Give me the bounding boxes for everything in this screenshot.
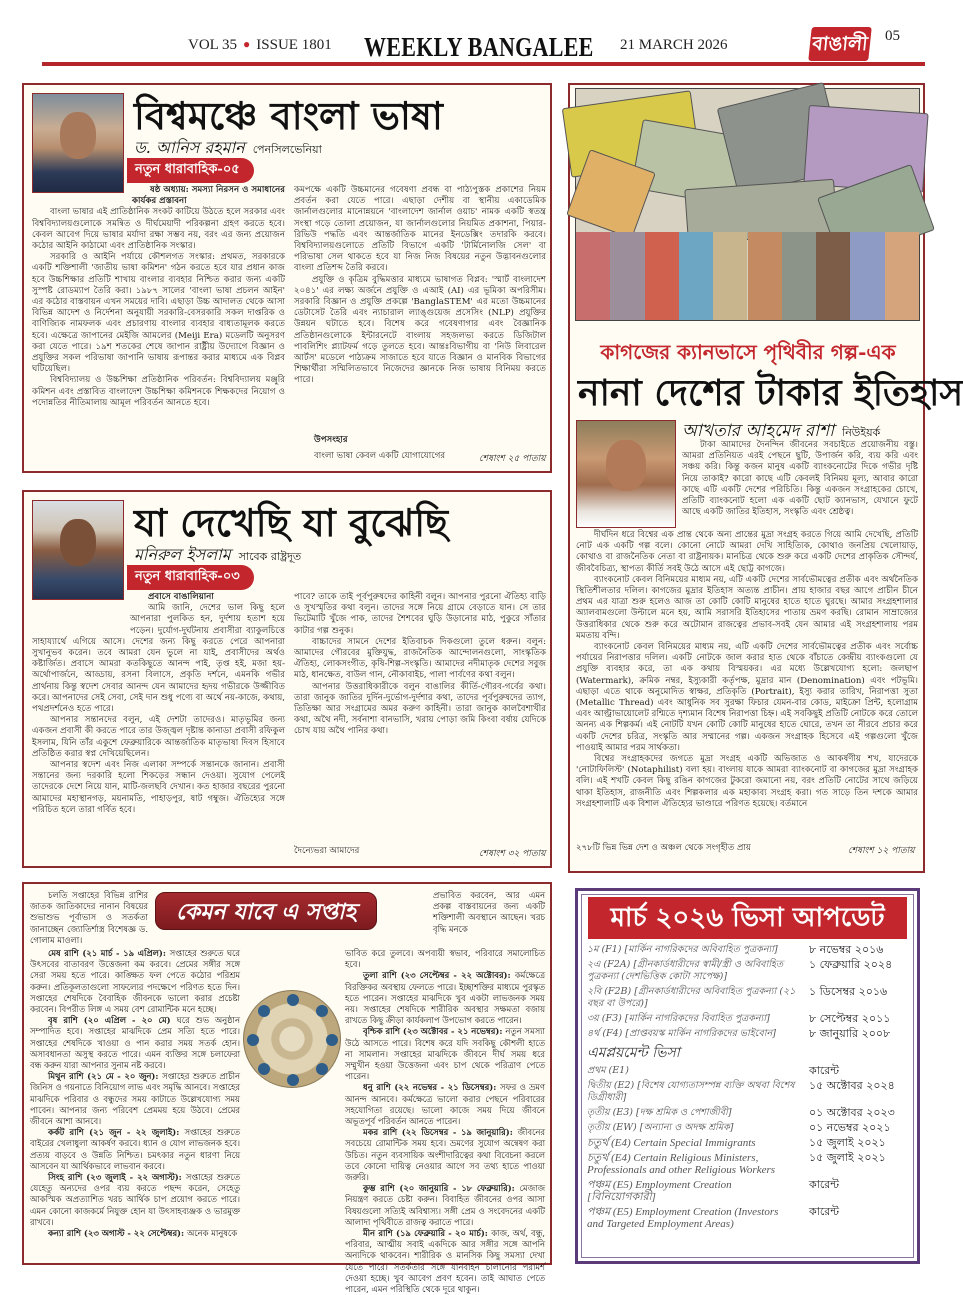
zodiac-sign-name: কুম্ভ রাশি (২০ জানুয়ারি - ১৮ ফেব্রুয়ারি):: [363, 1183, 520, 1194]
conclusion-heading: উপসংহার: [314, 435, 348, 445]
paragraph: বাচ্চাদের সামনে দেশের ইতিবাচক দিকগুলো তুলে ধরুন। বলুন: আমাদের গৌরবের মুক্তিযুদ্ধ, রাজনৈতিক আন্দোলনগুলো, সাংস্কৃতিক ঐতিহ্য, লোকসংগীত, কৃষি-শিল্প-সংস্কৃতি। আমাদের নদীমাতৃক দেশের সবুজ মাঠ, ধানক্ষেত, বাউল গান, নৌকাবাইচ, পালা পার্বণের কথা বলুন।: [294, 636, 546, 681]
paragraph: টাকা আমাদের দৈনন্দিন জীবনের সবচাইতে প্রয়োজনীয় বস্তু। আমরা প্রতিনিয়ত এরই পেছনে ছুটি, উপার্জন করি, ব্যয় করি এবং সঞ্চয় করি। কিন্তু কজন মানুষ একটি ব্যাংকনোটের দিকে গভীর দৃষ্টি নিয়ে তাকাই? কারো কাছে এটি কেবলই বিনিময় মূল্য, আবার কারো কাছে এটি একটি দেশের পরিচিতি। কিন্তু একজন সংগ্রাহকের চোখে, প্রতিটি ব্যাংকনোট হলো এক একটি ছোট ক্যানভাস, যেখানে ফুটে আছে একটি জাতির ইতিহাস, সংস্কৃতি এবং শ্রেষ্ঠত্ব।: [682, 440, 918, 518]
article-column-left: [32, 592, 285, 860]
visa-title: মার্চ ২০২৬ ভিসা আপডেট: [588, 897, 907, 939]
author-designation: সাবেক রাষ্ট্রদূত: [238, 550, 302, 563]
zodiac-sign-entry: [345, 1183, 545, 1228]
issue-date: 21 MARCH 2026: [620, 37, 728, 53]
banknote-portrait: [850, 232, 884, 320]
masthead-rule: [42, 62, 925, 66]
zodiac-sign-text: জীবনের সবচেয়ে রোমান্টিক সময় হবে। ভ্রমণের সুযোগ অন্বেষণ করা উচিত। নতুন ব্যবসায়িক অংশীদারিত্বের কথা বিবেচনা করলে তবে কোনো দায়িত্ব নেওয়ার আগে সব তথ্য হাতে পাওয়া জরুরি।: [345, 1127, 545, 1183]
visa-category: পঞ্চম (E5) Employment Creation (Investors and Targeted Employment Areas): [587, 1206, 779, 1230]
zodiac-icon: [287, 994, 299, 1006]
continued-link[interactable]: শেষাংশ ২৫ পাতায়: [479, 454, 546, 464]
visa-date: ১ ডিসেম্বর ২০১৬: [809, 985, 888, 998]
visa-date: ১৫ জুলাই ২০২১: [809, 1151, 886, 1164]
author-face: [606, 440, 645, 491]
visa-category: ২বি (F2B) [গ্রীনকার্ডধারীদের অবিবাহিত পুত্রকন্যা (২১ বছর বা উপরে)]: [587, 986, 796, 1009]
visa-category: চতুর্থ (E4) Certain Special Immigrants: [587, 1137, 756, 1149]
zodiac-sign-name: মীন রাশি (১৯ ফেব্রুয়ারি - ২০ মার্চ):: [363, 1228, 492, 1239]
visa-category: পঞ্চম (E5) Employment Creation [বিনিয়োগকারী]: [587, 1179, 732, 1203]
zodiac-sign-text: অনেক মানুষকে: [187, 1228, 238, 1239]
paragraph: সরকারি ও আইনি পর্যায়ে কৌশলগত সংস্কার: প্রথমত, সরকারকে একটি শক্তিশালী 'জাতীয় ভাষা কমিশন' গঠন করতে হবে যার প্রধান কাজ হবে উচ্চশিক্ষার প্রতিটি শাখায় বাংলার ব্যবহার নিশ্চিত করার জন্য একটি সুস্পষ্ট রোডম্যাপ তৈরি করা। ১৯৮৭ সালের 'বাংলা ভাষা প্রচলন আইন' এর কঠোর বাস্তবায়ন এখন সময়ের দাবি। এছাড়া উচ্চ আদালত থেকে আসা বিভিন্ন আদেশ ও নির্দেশনা অনুযায়ী সরকারি-বেসরকারি সকল দাপ্তরিক ও বাণিজ্যিক নামফলক এবং প্রচারণায় বাংলার ব্যবহার বাধ্যতামূলক করতে হবে। এক্ষেত্রে জাপানের মেইজি আমলের (Meiji Era) মডেলটি অনুসরণ করা যেতে পারে। ১৯শ শতকের শেষে জাপান রাষ্ট্রীয় উদ্যোগে বিজ্ঞান ও প্রযুক্তির সকল পরিভাষা জাপানি ভাষায় রূপান্তর করার মাধ্যমে এক বিপ্লব ঘটিয়েছিল।: [32, 252, 285, 375]
zodiac-sign-name: মিথুন রাশি (২১ মে - ২০ জুন):: [48, 1071, 163, 1082]
horoscope-column-left: [30, 948, 240, 1258]
zodiac-sign-text: সপ্তাহের শুরুতে বাইরের খেলাধুলা আকর্ষণ করবে। ধ্যান ও যোগ লাভজনক হবে। প্রত্যয় বাড়বে ও উন্নতি নিশ্চিত। চমৎকার নতুন ধারণা নিয়ে আসবেন যা আর্থিকভাবে লাভবান করবে।: [30, 1127, 240, 1171]
zodiac-icon: [247, 1034, 259, 1046]
visa-category: দ্বিতীয় (E2) [বিশেষ যোগ্যতাসম্পন্ন ব্যক্তি অথবা বিশেষ ডিগ্রীধারী]: [587, 1080, 795, 1103]
zodiac-icon: [258, 1005, 270, 1017]
subheading: প্রবাসে বাঙালিয়ানা: [148, 592, 214, 602]
zodiac-sign-name: ধনু রাশি (২২ নভেম্বর - ২১ ডিসেম্বর):: [363, 1082, 500, 1093]
visa-category: ৩য় (F3) [মার্কিন নাগরিকদের বিবাহিত পুত্রকন্যা]: [587, 1013, 770, 1024]
visa-category: ২এ (F2A) [গ্রীনকার্ডধারীদের স্বামী/স্ত্রী ও অবিবাহিত পুত্রকন্যা (দেশভিত্তিক কোটা সাপেক্ষ)]: [587, 959, 784, 982]
visa-date: ০১ নভেম্বর ২০২১: [809, 1121, 891, 1134]
zodiac-sign-name: মকর রাশি (২২ ডিসেম্বর - ১৯ জানুয়ারি):: [363, 1127, 518, 1138]
paragraph: প্রভাবিত করবেন, আর এমন প্রকল্প বাস্তবায়নের জন্য একটি শক্তিশালী অবস্থানে আছেন। খরচ বৃদ্ধি মনকে: [433, 890, 545, 934]
author-name: ড. আনিস রহমান: [134, 138, 245, 157]
visa-category: তৃতীয় (EW) [অন্যান্য ও অদক্ষ শ্রমিক]: [587, 1122, 734, 1133]
last-line: দৈন্যেভরা আমাদের: [294, 846, 360, 856]
visa-date: ১৫ জুলাই ২০২১: [809, 1136, 886, 1149]
last-line: বাংলা ভাষা কেবল একটি যোগাযোগের: [314, 451, 446, 461]
banknote-portrait: [645, 232, 679, 320]
paragraph: আপনার স্বদেশ এবং নিজ এলাকা সম্পর্কে সন্তানকে জানান। প্রবাসী সন্তানের জন্য দরকারি হলো শিকড়ের সন্ধান দেওয়া। সুযোগ পেলেই তাদেরকে দেশে নিয়ে যান, মাটি-জলছবি দেখান। কত হাজার বছরের পুরনো আমাদের মহাস্থানগড়, ময়নামতি, পাহাড়পুর, ষাট গম্বুজ। ঐতিহ্যের সঙ্গে পরিচিত হলে তারা গর্বিত হবে।: [32, 760, 285, 815]
author-name: মনিরুল ইসলাম: [134, 545, 231, 564]
paragraph: আপনার উত্তরাধিকারীকে বলুন বাঙালির কীর্তি-গৌরব-গর্বের কথা। তারা জানুক জাতির দুর্দিন-দুর্ভোগ-দুর্দশার কথা, তাদের পূর্বপুরুষদের ত্যাগ, তিতিক্ষা আর সংগ্রামের অমর করুণ কাহিনী। তারা জানুক কালবৈশাখীর কথা, অথৈ নদী, সর্বনাশা বানভাসি, খরায় পোড়া জমি কিংবা বর্ষায় যেদিকে চোখ যায় অথৈ পানির কথা।: [294, 681, 546, 737]
banknote-portrait: [782, 232, 816, 320]
zodiac-sign-entry: [345, 1127, 545, 1183]
article-kicker: কাগজের ক্যানভাসে পৃথিবীর গল্প-এক: [600, 340, 896, 364]
zodiac-sign-entry: [345, 1228, 545, 1295]
paragraph: চলতি সপ্তাহের বিভিন্ন রাশির জাতক জাতিকাদের নানান বিষয়ের শুভাশুভ পূর্বাভাস ও সতর্কতা জানাচ্ছেন জ্যোতির্শাস্ত্র বিশেষজ্ঞ ড. গোলাম মাওলা।: [30, 890, 148, 945]
zodiac-sign-entry: [30, 1071, 240, 1127]
zodiac-sign-name: কন্যা রাশি (২৩ অগাস্ট - ২২ সেপ্টেম্বর):: [48, 1228, 188, 1239]
zodiac-sign-name: সিংহ রাশি (২৩ জুলাই - ২২ অগাস্ট):: [48, 1172, 186, 1183]
zodiac-icon: [316, 1005, 328, 1017]
zodiac-icon: [326, 1034, 338, 1046]
zodiac-sign-text: ভাবিত করে তুলবে। অপব্যয়ী স্বভাব, পরিবারে সমালোচিত হবে।: [345, 948, 545, 970]
author-name: আখতার আহমেদ রাশা: [682, 421, 835, 441]
zodiac-sign-entry: [30, 948, 240, 1015]
visa-category: ১ম (F1) [মার্কিন নাগরিকদের অবিবাহিত পুত্রকন্যা]: [587, 944, 778, 955]
article-title: যা দেখেছি যা বুঝেছি: [134, 500, 449, 545]
paragraph: কমপক্ষে একটি উচ্চমানের গবেষণা প্রবন্ধ বা পাঠ্যপুস্তক প্রকাশের নিয়ম প্রবর্তন করা যেতে পারে। এছাড়া দেশীয় বা স্থানীয় একাডেমিক জার্নালগুলোর মানোন্নয়নে 'বাংলাদেশ জার্নাল ওয়াচ' নামক একটি স্বতন্ত্র সংস্থা গড়ে তোলা প্রয়োজন, যা জার্নালগুলোর নিয়মিত প্রকাশনা, পিয়ার-রিভিউ পদ্ধতি এবং আন্তর্জাতিক মানের ইনডেক্সিং তদারকি করবে। বিশ্ববিদ্যালয়গুলোতে প্রতিটি বিভাগে একটি 'টার্মিনোলজি সেল' বা পরিভাষা সেল থাকতে হবে যা নিজ নিজ বিষয়ের নতুন উদ্ভাবনগুলোর বাংলা প্রতিশব্দ তৈরি করবে।: [294, 185, 546, 274]
banknote-portrait: [679, 232, 713, 320]
article-ja-dekhechhi: [22, 490, 552, 868]
horoscope-banner: কেমন যাবে এ সপ্তাহ: [155, 892, 377, 930]
zodiac-sign-text: সপ্তাহের শুরুতে প্রাচীন জিনিস ও গয়নাতে বিনিয়োগ লাভ এবং সমৃদ্ধি আনবে। সপ্তাহের মাঝদিকে পরিবার ও বন্ধুদের সময় কাটাতে উল্লেখযোগ্য সময় পাবেন। আপনার জন্য পরিবেশ প্রেমময় হয়ে উঠবে। প্রেমের জীবনে আশা আনবে।: [30, 1071, 240, 1127]
zodiac-sign-entry: [30, 1172, 240, 1228]
paragraph: বিশ্বের সংগ্রাহকদের জগতে মুদ্রা সংগ্রহ একটি অভিজাত ও আকর্ষণীয় শখ, যাদেরকে 'নোটাফিলিস্ট' (Notaphilist) বলা হয়। বাংলায় যাকে আমরা ব্যাংকনোট বা কাগজের মুদ্রা সংগ্রাহক বলি। এই শখটি কেবল কিছু রঙিন কাগজের টুকরো জমানো নয়, বরং প্রতিটি নোটের সাথে জড়িয়ে থাকা ইতিহাস, রাজনীতি এবং শিল্পকলার এক মহাকাব্য সংগ্রহ করা। গত সাড়ে তিন দশকে আমার সংগ্রহশালাটি এক বিশাল ঐতিহ্যের ভাণ্ডারে পরিণত হয়েছে। বর্তমানে: [576, 754, 918, 809]
zodiac-wheel-image: [243, 990, 341, 1088]
article-bishwamanche: [22, 83, 552, 473]
paragraph: আপনার সন্তানদের বলুন, এই দেশটা তাদেরও। মাতৃভূমির জন্য একজন প্রবাসী কী করতে পারে তার উজ্জ্বল দৃষ্টান্ত কানাডা প্রবাসী রফিকুল ইসলাম, যিনি তাঁর একুশে ফেব্রুয়ারিকে আন্তর্জাতিক মাতৃভাষা দিবস হিসাবে প্রতিষ্ঠিত করার স্বপ্ন দেখিয়েছিলেন।: [32, 715, 285, 759]
zodiac-sign-name: কর্কট রাশি (২১ জুন - ২২ জুলাই):: [48, 1127, 185, 1138]
zodiac-sign-entry: [345, 948, 545, 970]
paragraph: ব্যাংকনোট কেবল বিনিময়ের মাধ্যম নয়, এটি একটি দেশের সার্বভৌমত্বের প্রতীক এবং সর্বোচ্চ পর্যায়ের নিরাপত্তার দলিল। একটি নোটকে জাল করার হাত থেকে বাঁচাতে কেন্দ্রীয় ব্যাংকগুলো যে প্রযুক্তি ব্যবহার করে, তা এক কথায় বিস্ময়কর। এর মধ্যে উল্লেখযোগ্য হলো: জলছাপ (Watermark), ক্রমিক নম্বর, ইস্যুকারী কর্তৃপক্ষ, মুদ্রার মান (Denomination) এবং পটভূমি। এছাড়া এতে থাকে অনুমোদিত স্বাক্ষর, প্রতিকৃতি (Portrait), ইস্যু করার তারিখ, নিরাপত্তা সুতা (Metallic Thread) এবং আধুনিক সব সুরক্ষা ফিচার যেমন-বার কোড, মাইক্রো প্রিন্ট, হলোগ্রাম এবং আল্ট্রাভায়োলেট রশ্মিতে দৃশ্যমান বিশেষ নিরাপত্তা চিহ্ন। এই সবকিছুই প্রতিটি নোটকে করে তোলে অনন্য এক শিল্পকর্ম। এই নোটটি যখন কোটি কোটি মানুষের হাতে ঘোরে, তখন তা নীরবে প্রচার করে একটি দেশের চরিত্র, সংস্কৃতি আর সম্মানের গল্প। একজন সংগ্রাহক হিসেবে এই গল্পগুলো খুঁজে পাওয়াই আমার পরম সার্থকতা।: [576, 642, 918, 753]
banknote-portrait: [885, 232, 919, 320]
paragraph: বিশ্ববিদ্যালয় ও উচ্চশিক্ষা প্রতিষ্ঠানিক পরিবর্তন: বিশ্ববিদ্যালয় মঞ্জুরি কমিশন এবং প্রস্তাবিত বাংলাদেশ উচ্চশিক্ষা কমিশনকে শিক্ষকদের নিয়োগ ও পদোন্নতির নীতিমালায় আমূল পরিবর্তন আনতে হবে।: [32, 375, 285, 408]
bullet-icon: ●: [243, 37, 251, 51]
banknote-portrait: [576, 232, 610, 320]
visa-date: ৮ নভেম্বর ২০১৬: [809, 943, 884, 956]
zodiac-sign-text: সপ্তাহের শুরুতে ঘরে উৎসবের বাতাবরণ উত্তেজনা কম করবে। প্রেমের সঙ্গীর সঙ্গে সেরা সময় হতে পারে। কাঙ্ক্ষিত ফল পেতে কঠোর পরিশ্রম করুন। প্রতিকূলতাগুলো সাফল্যের পদক্ষেপে পরিণত হতে দিন। সপ্তাহের শেষদিকে বৈবাহিক জীবনকে ভালো করার প্রচেষ্টা করবেন। বিপরীত লিঙ্গ এ সময় বেশ রোমান্টিক মনে হচ্ছে।: [30, 948, 240, 1015]
author-photo: [32, 500, 124, 600]
photo-spacer: [32, 185, 130, 195]
photo-spacer: [32, 592, 130, 634]
visa-category: প্রথম (E1): [587, 1065, 629, 1076]
banknote-portrait: [713, 232, 747, 320]
currency-collage-image: [575, 88, 920, 321]
zodiac-sign-text: সপ্তাহের শুরুতে যেহেতু অন্যদের ওপর ব্যয় করতে পছন্দ করেন, সেহেতু আকস্মিক অপ্রত্যাশিত খরচ আর্থিক চাপ প্রয়োগ করতে পারে। এমন কোনো কাজকর্মে নিযুক্ত হোন যা উৎসাহব্যঞ্জক ও ভারমুক্ত রাখবে।: [30, 1172, 240, 1227]
continued-link[interactable]: শেষাংশ ১২ পাতায়: [848, 846, 915, 856]
publication-title: WEEKLY BANGALEE: [364, 31, 594, 63]
last-line: ২৭৮টি ভিন্ন ভিন্ন দেশ ও অঞ্চল থেকে সংগৃহীত প্রায়: [576, 843, 751, 853]
zodiac-sign-name: বৃশ্চিক রাশি (২৩ অক্টোবর - ২১ নভেম্বর):: [363, 1026, 506, 1037]
zodiac-sign-entry: [345, 1082, 545, 1127]
article-column-right: [294, 592, 546, 838]
zodiac-sign-text: সফর ও ভ্রমণ আনন্দ আনবে। কর্মক্ষেত্রে ভালো করার পেছনে পরিবারের সহযোগিতা রয়েছে। ভালো কাজে সময় দিয়ে জীবনে অভূতপূর্ব পরিবর্তন আনতে পারেন।: [345, 1082, 545, 1127]
article-column-right: [294, 185, 546, 431]
zodiac-sign-entry: [345, 970, 545, 1026]
zodiac-sign-text: নতুন সমস্যা উঠে আসতে পারে। বিশেষ করে যদি সবকিছু কৌশলী হাতে না সামলান। সপ্তাহের মাঝদিকে জীবনে দীর্ঘ সময় ধরে সম্মুখীন হওয়া উত্তেজনা এবং চাপ থেকে পরিত্রাণ পেতে পারেন।: [345, 1026, 545, 1082]
author-face: [60, 112, 96, 159]
banknote-portrait: [610, 232, 644, 320]
horoscope-column-right: [345, 948, 546, 1295]
author-photo: [32, 93, 124, 193]
publication-logo: বাঙালী: [808, 27, 872, 61]
visa-date: ৮ জানুয়ারি ২০০৮: [809, 1027, 891, 1040]
author-location: পেনসিলভেনিয়া: [252, 143, 322, 156]
volume-issue: [188, 37, 332, 54]
issue-label: ISSUE 1801: [256, 37, 332, 53]
article-column-left-text: [32, 185, 285, 465]
banknote-portrait: [748, 232, 782, 320]
paragraph: দীর্ঘদিন ধরে বিশ্বের এক প্রান্ত থেকে অন্য প্রান্তের মুদ্রা সংগ্রহ করতে গিয়ে আমি দেখেছি, প্রতিটি নোট এক একটি গল্প বলে। কোনো নোটে আমরা দেখি সাহিত্যিক, কোথাও জনপ্রিয় খেলোয়াড়, কোথাও বা রাজনৈতিক নেতা বা রাষ্ট্রনায়ক। মানচিত্র থেকে শুরু করে একটি দেশের প্রাকৃতিক সৌন্দর্য, জীববৈচিত্র্য, স্থাপত্য কীর্তি সবই উঠে আসে এই ছোট্ট কাগজে।: [576, 530, 918, 574]
zodiac-sign-name: বৃষ রাশি (২০ এপ্রিল - ২০ মে): [48, 1015, 177, 1026]
chapter-heading: ষষ্ঠ অধ্যায়: সমস্যা নিরসন ও সমাধানের কার্যকর প্রস্তাবনা: [132, 185, 285, 207]
paragraph: বাংলা ভাষার এই প্রাতিষ্ঠানিক সংকট কাটিয়ে উঠতে হলে সরকার এবং বিশ্ববিদ্যালয়গুলোকে সমন্বিত ও দীর্ঘমেয়াদী পরিকল্পনা গ্রহণ করতে হবে। কেবল আবেগ দিয়ে ভাষার মর্যাদা রক্ষা সম্ভব নয়, বরং এর জন্য প্রয়োজন কঠোর আইনি কাঠামো এবং প্রাতিষ্ঠানিক সংস্কার।: [32, 207, 285, 252]
visa-category: চতুর্থ (E4) Certain Religious Ministers, Professionals and other Religious Workers: [587, 1152, 776, 1176]
masthead: [20, 0, 925, 70]
continued-link[interactable]: শেষাংশ ৩২ পাতায়: [479, 849, 546, 859]
visa-date: কারেন্ট: [809, 1178, 840, 1191]
paragraph: প্রযুক্তি ও কৃত্রিম বুদ্ধিমত্তার মাধ্যমে ভাষাগত বিপ্লব: 'স্মার্ট বাংলাদেশ ২০৪১' এর লক্ষ্য অর্জনে প্রযুক্তি ও এআই (AI) এর ভূমিকা অপরিসীম। সরকারি বিজ্ঞান ও প্রযুক্তি প্রকল্পে 'BanglaSTEM' এর মতো উচ্চমানের ডেটাসেট তৈরি এবং ন্যাচারাল ল্যাঙ্গুয়েজ প্রসেসিং (NLP) প্রযুক্তির উন্নয়ন ঘটাতে হবে। বিশেষ করে গবেষণাগার এবং বৈজ্ঞানিক প্রতিষ্ঠানগুলোকে ইন্টারনেটে বাংলায় সহজলভ্য করতে ডিজিটাল পাবলিশিং প্ল্যাটফর্ম গড়ে তুলতে হবে। আন্তঃবিভাগীয় বা 'নিউ লিবারেল আর্টস' মডেলে পাঠ্যক্রম সাজাতে হবে যাতে বিজ্ঞান ও মানবিক বিভাগের শিক্ষার্থীরা সম্মিলিতভাবে নিজেদের জ্ঞানকে নিজ ভাষায় বিনিময় করতে পারে।: [294, 274, 546, 386]
employment-visa-heading: এমপ্লয়মেন্ট ভিসা: [587, 1045, 680, 1061]
author-location: নিউইয়র্ক: [842, 426, 881, 439]
paragraph: আমি জানি, দেশের ভাল কিছু হলে আপনারা পুলকিত হন, দুর্দশায় হতাশ হয়ে পড়েন। দুর্যোগ-দুর্ঘটনায় প্রবাসীরা ব্যাকুলচিত্তে সাহায্যার্থে এগিয়ে আসে। দেশের জন্য কিছু করতে পেরে আপনারা সুখানুভব করেন। তবে আমরা যেন ভুলে না যাই, প্রবাসীদের অর্থও কষ্টার্জিত। প্রবাসে আমরা কতকিছুতে আনন্দ পাই, তৃপ্ত হই, মজা হয়-অর্থোপার্জনে, আড্ডায়, রসনা বিলাসে, প্রকৃতি দর্শনে, এমনকি গভীর প্রার্থনায় কিন্তু স্বদেশ সেবার আনন্দ যেন আমাদের হৃদয় গভীরকে উজ্জীবিত করে। আপনাদের সেই সেবা, সেই দান শুধু পণ্যে বা অর্থে নয়-কাজে, কথায়, পথপ্রদর্শনেও হতে পারে।: [32, 603, 285, 715]
banknote-portrait: [816, 232, 850, 320]
article-title: বিশ্বমঞ্চে বাংলা ভাষা: [134, 93, 443, 138]
visa-date: ৮ সেপ্টেম্বর ২০১১: [809, 1012, 891, 1025]
visa-date: কারেন্ট: [809, 1064, 840, 1077]
series-badge: নতুন ধারাবাহিক-০৩: [127, 565, 254, 590]
visa-date: ১৫ অক্টোবর ২০২৪: [809, 1079, 895, 1092]
zodiac-icon: [287, 1074, 299, 1086]
zodiac-sign-text: মেজাজ নিয়ন্ত্রণ করতে চেষ্টা করুন। বিবাহিত জীবনের ওপর আসা বিষয়গুলো সত্যিই অবিশ্বাস্য। সঙ্গী প্রেম ও সংবেদনের একটি আলাদা পৃথিবীতে রাজত্ব করাতে পারে।: [345, 1183, 545, 1227]
visa-date: ১ ফেব্রুয়ারি ২০২৪: [809, 958, 893, 971]
author-face: [60, 519, 96, 566]
visa-date: ০১ অক্টোবর ২০২৩: [809, 1106, 895, 1119]
series-badge: নতুন ধারাবাহিক-০৫: [127, 158, 254, 183]
author-photo: [576, 420, 676, 528]
visa-category: ৪র্থ (F4) [প্রাপ্তবয়স্ক মার্কিন নাগরিকদের ভাইবোন]: [587, 1028, 776, 1039]
paragraph: ব্যাংকনোট কেবল বিনিময়ের মাধ্যম নয়, এটি একটি দেশের সার্বভৌমত্বের প্রতীক এবং অর্থনৈতিক স্থিতিশীলতার দলিল। কাগজের মুদ্রার ইতিহাস অত্যন্ত প্রাচীন। প্রায় হাজার বছর আগে প্রাচীন চীনে প্রথম এর যাত্রা শুরু হলেও আজ তা কোটি কোটি মানুষের হাতে হাতে ঘুরছে। আমার সংগ্রহশালার অ্যালবামগুলো উল্টালে মনে হয়, আমি সরাসরি ইতিহাসের পাতায় ভ্রমণ করছি। রোমান সাম্রাজ্যের উত্তরাধিকার থেকে শুরু করে অটোমান রাজত্বের প্রভাব-সবই যেন আমার এই সংগ্রহশালায় পরম মমতায় বন্দি।: [576, 574, 918, 641]
zodiac-sign-text: কাজ, অর্থ, বন্ধু, পরিবার, আত্মীয় সবাই একদিকে আর সঙ্গীর সঙ্গে আপনি অন্যদিকে থাকবেন। শারীরিক ও মানসিক কিছু সমস্যা দেখা যেতে পারে। সতর্কতার সঙ্গে যানবাহন চালানোর পরামর্শ দেওয়া হচ্ছে। খুব আবেগ প্রবণ হবেন। তাই আঘাত পেতে পারেন, এমন পরিস্থিতি থেকে দূরে থাকুন।: [345, 1228, 546, 1295]
visa-category: তৃতীয় (E3) [দক্ষ শ্রমিক ও পেশাজীবী]: [587, 1107, 732, 1118]
paragraph: পাবে? তাকে তাই পূর্বপুরুষদের কাহিনী বলুন। আপনার পুরনো ঐতিহ্য বাড়ি ও সুখস্মৃতির কথা বলুন। তাদের সঙ্গে নিয়ে গ্রামে বেড়াতে যান। সে তার ভিটেমাটি খুঁজে পাক, তাদের শৈশবের ঘুড়ি উড়ানোর মাঠ, পুকুরে সাঁতার কাটার গল্প শুনুক।: [294, 592, 546, 636]
visa-date: কারেন্ট: [809, 1205, 840, 1218]
zodiac-sign-text: কর্মক্ষেত্রে বিরক্তিকর অবস্থায় ফেলতে পারে। ইচ্ছাশক্তির মাধ্যমে পুরস্কৃত হতে পারেন। সপ্তাহের মাঝদিকে খুব একটা লাভজনক সময় নয়। সপ্তাহের শেষদিকে শারীরিক অবস্থার সক্ষমতা বজায় রাখতে কিছু ক্রীড়া কার্যকলাপ উপভোগ করতে পারেন।: [345, 970, 545, 1026]
zodiac-sign-entry: [30, 1015, 240, 1071]
article-intro: [682, 440, 918, 528]
volume-label: VOL 35: [188, 37, 238, 53]
article-body: [576, 530, 918, 832]
zodiac-sign-name: মেষ রাশি (২১ মার্চ - ১৯ এপ্রিল):: [48, 948, 170, 958]
horoscope-intro-right: [433, 890, 545, 946]
article-title: নানা দেশের টাকার ইতিহাস: [578, 372, 963, 414]
page-number: 05: [885, 28, 900, 44]
zodiac-icon: [316, 1063, 328, 1075]
zodiac-icon: [258, 1063, 270, 1075]
zodiac-sign-name: তুলা রাশি (২৩ সেপ্টেম্বর - ২২ অক্টোবর):: [363, 970, 515, 981]
zodiac-sign-entry: [30, 1228, 240, 1239]
zodiac-sign-entry: [30, 1127, 240, 1172]
zodiac-sign-text: ঘরে শুভ অনুষ্ঠান সম্পাদিত হবে। সপ্তাহের মাঝদিকে প্রেম সত্যি হতে পারে। সপ্তাহের শেষদিকে খাওয়া ও পান করার সময় সতর্ক হোন। অসাবধানতা অসুস্থ করতে পারে। এমন ব্যক্তির সঙ্গে চলাফেরা বন্ধ করুন যারা আপনার সুনাম নষ্ট করবে।: [30, 1015, 240, 1071]
horoscope-intro-left: [30, 890, 148, 946]
zodiac-sign-entry: [345, 1026, 545, 1082]
